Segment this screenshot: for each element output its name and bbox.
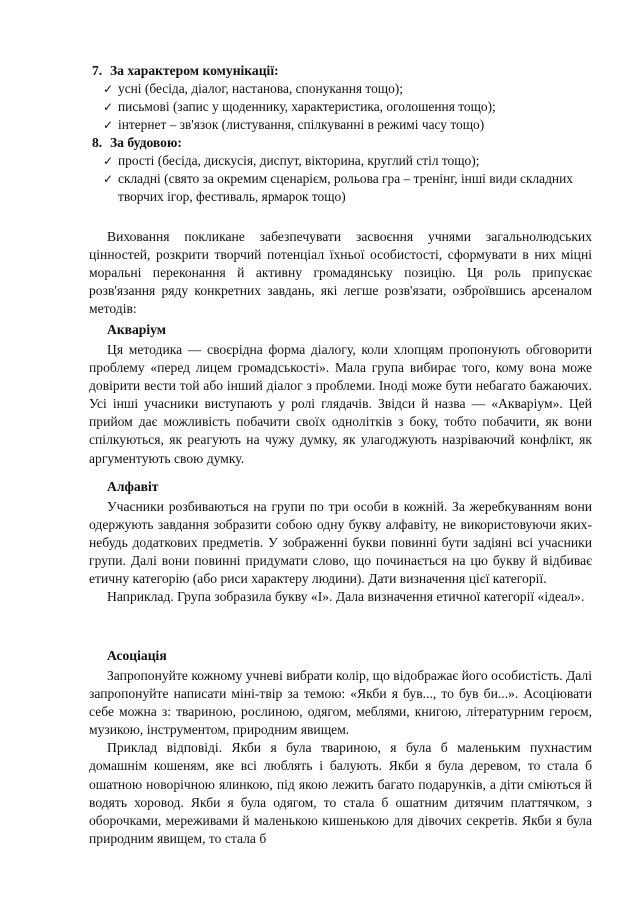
section-heading: [92, 62, 592, 80]
method-title: Алфавіт: [107, 479, 159, 494]
list-item-text: інтернет – зв'язок (листування, спілкуванні в режимі часу тощо): [118, 117, 485, 133]
method-title: Асоціація: [107, 648, 167, 663]
bullet-list: [92, 80, 592, 135]
list-item-text: складні (свято за окремим сценарієм, рольова гра – тренінг, інші види складних творчих ігор, фестиваль, ярмарок тощо): [118, 171, 573, 205]
section-number: 7.: [92, 63, 103, 78]
list-item: [92, 170, 592, 206]
list-item: [92, 98, 592, 116]
list-item-text: прості (бесіда, дискусія, диспут, вікторина, круглий стіл тощо);: [118, 153, 480, 168]
list-item: [92, 80, 592, 98]
method-association: [89, 647, 592, 848]
method-example: Наприклад. Група зобразила букву «І». Дала визначення етичної категорії «ідеал».: [107, 589, 585, 605]
bullet-list: [92, 152, 592, 207]
checkmark-icon: ✓: [103, 82, 114, 96]
checkmark-icon: ✓: [103, 118, 114, 133]
method-description: Ця методика — своєрідна форма діалогу, коли хлопцям пропонують обговорити проблему «перед лицем громадськості». Мала група вибирає того, кому вона може довірити вести той або інший діалог з проблеми. Іноді може бути небагато бажаючих. Усі інші учасники виступають у ролі глядачів. Звідси й назва — «Акваріум». Цей прийом дає можливість побачити своїх однолітків з боку, тобто побачити, як вони спілкуються, як реагують на чужу думку, як улагоджують назріваючий конфлікт, як аргументують свою думку.: [89, 342, 592, 466]
method-aquarium: [89, 321, 592, 468]
method-description: Запропонуйте кожному учневі вибрати колір, що відображає його особистість. Далі запропонуйте написати міні-твір за темою: «Якби я був..., то був би...». Асоціювати себе можна з: твариною, рослиною, одягом, меблями, книгою, літературним героєм, музикою, інструментом, природним явищем.: [89, 668, 592, 738]
section-structure: [92, 134, 592, 207]
method-title: Акваріум: [107, 322, 167, 337]
section-title: За будовою:: [110, 135, 182, 150]
list-item: [92, 116, 592, 134]
list-item-text: усні (бесіда, діалог, настанова, спонукання тощо);: [118, 81, 403, 96]
method-alphabet: [89, 478, 592, 607]
checkmark-icon: ✓: [103, 154, 114, 168]
section-title: За характером комунікації:: [110, 63, 279, 78]
checkmark-icon: ✓: [103, 172, 114, 187]
section-heading: [92, 134, 592, 152]
section-communication: [92, 62, 592, 135]
intro-paragraph: Виховання покликане забезпечувати засвоєння учнями загальнолюдських цінностей, розкрити творчий потенціал їхньої особистості, сформувати в них міцні моральні переконання й активну громадянську позицію. Ця роль припускає розв'язання ряду конкретних завдань, які легше розв'язати, озброївшись арсеналом методів:: [89, 229, 592, 317]
intro-paragraph-block: [89, 228, 592, 318]
checkmark-icon: ✓: [103, 100, 114, 115]
method-description: Учасники розбиваються на групи по три особи в кожній. За жеребкуванням вони одержують завдання зобразити собою одну букву алфавіту, не використовуючи яких-небудь додаткових предметів. У зображенні букви повинні бути задіяні всі учасники групи. Далі вони повинні придумати слово, що починається на цю букву й відбиває етичну категорію (або риси характеру людини). Дати визначення цієї категорії.: [89, 499, 592, 587]
list-item: [92, 152, 592, 170]
list-item-text: письмові (запис у щоденнику, характеристика, оголошення тощо);: [118, 99, 496, 115]
method-example: Приклад відповіді. Якби я була твариною, я була б маленьким пухнастим домашнім кошеням, яке всі люблять і балують. Якби я була деревом, то стала б ошатною новорічною ялинкою, під якою лежить багато подарунків, а діти сміються й водять хоровод. Якби я була одягом, то стала б ошатним дитячим платтячком, з оборочками, мереживами й маленькою кишенькою для дівочих секретів. Якби я була природним явищем, то стала б: [89, 740, 592, 846]
section-number: 8.: [92, 135, 103, 150]
